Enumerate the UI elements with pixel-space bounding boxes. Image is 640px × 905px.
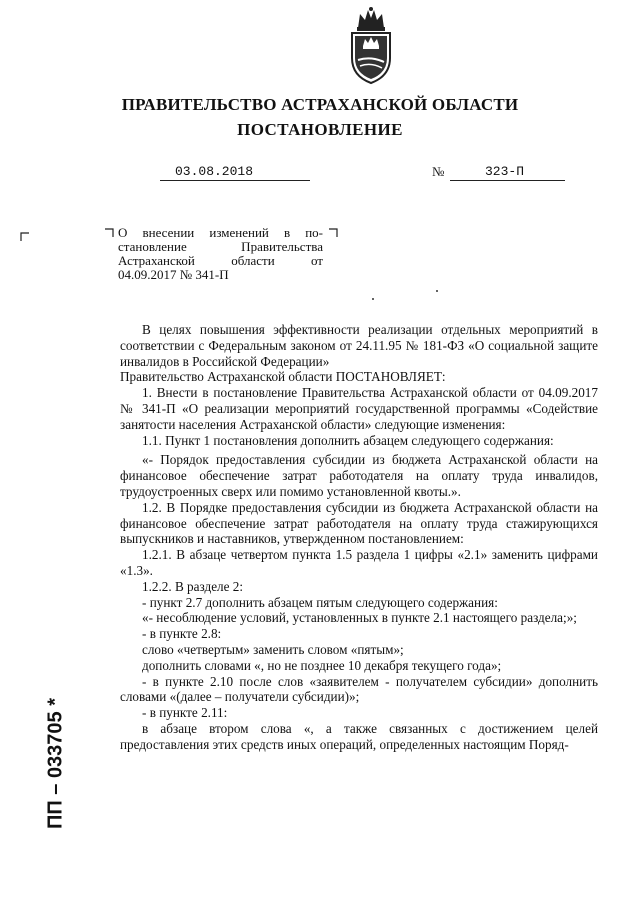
body-paragraph: в абзаце втором слова «, а также связанных с достижением целей предоставления этих средств иных операций, определенных настоящим Поряд- (120, 720, 598, 752)
subject-line: 04.09.2017 № 341-П (118, 267, 229, 282)
serial-stamp: ПП – 033705 * (44, 697, 67, 830)
body-paragraph: дополнить словами «, но не позднее 10 декабря текущего года»; (142, 657, 502, 673)
body-paragraph: слово «четвертым» заменить словом «пятым»; (142, 641, 404, 657)
body-paragraph: «- несоблюдение условий, установленных в пункте 2.1 настоящего раздела;»; (142, 610, 577, 626)
body-paragraph: 1.2.1. В абзаце четвертом пункта 1.5 раздела 1 цифры «2.1» заменить цифрами «1.3». (120, 547, 598, 578)
number-underline (450, 180, 565, 181)
body-paragraph: - в пункте 2.11: (142, 705, 228, 721)
body-paragraph: - пункт 2.7 дополнить абзацем пятым следующего содержания: (142, 594, 498, 610)
body-paragraph: - в пункте 2.8: (142, 626, 222, 642)
document-subject (118, 226, 323, 282)
document-number: 323-П (485, 164, 525, 179)
corner-mark-left (20, 232, 30, 242)
corner-mark-subject-right (328, 228, 338, 238)
document-type-title: ПОСТАНОВЛЕНИЕ (237, 120, 403, 139)
body-paragraph: «- Порядок предоставления субсидии из бюджета Астраханской области на финансовое обеспечение затрат работодателя на оплату труда инвалидов, трудоустроенных сверх или помимо установленной квоты.». (120, 452, 598, 499)
body-paragraph: 1.1. Пункт 1 постановления дополнить абзацем следующего содержания: (142, 432, 554, 448)
document-date: 03.08.2018 (175, 164, 254, 179)
body-paragraph: - в пункте 2.10 после слов «заявителем - получателем субсидии» дополнить словами «(далее – получатели субсидии)»; (120, 673, 598, 705)
body-paragraph: 1.2.2. В разделе 2: (142, 578, 244, 594)
corner-mark-subject-left (104, 228, 114, 238)
coat-of-arms-emblem (340, 6, 402, 86)
body-paragraph: 1. Внести в постановление Правительства Астраханской области от 04.09.2017 № 341-П «О реализации мероприятий государственной программы «Содействие занятости населения Астраханской области» следующие изменения: (120, 385, 598, 432)
body-paragraph: В целях повышения эффективности реализации отдельных мероприятий в соответствии с Федеральным законом от 24.11.95 № 181-ФЗ «О социальной защите инвалидов в Российской Федерации» (120, 322, 598, 369)
subject-line: Астраханской области от (118, 253, 323, 268)
body-paragraph: 1.2. В Порядке предоставления субсидии из бюджета Астраханской области на финансовое обеспечение затрат работодателя на оплату труда стажирующихся выпускников и наставников, утвержденном постановлением: (120, 499, 598, 547)
speck (372, 298, 374, 300)
subject-line: становление Правительства (118, 239, 323, 254)
government-title: ПРАВИТЕЛЬСТВО АСТРАХАНСКОЙ ОБЛАСТИ (121, 95, 519, 114)
body-paragraph: Правительство Астраханской области ПОСТАНОВЛЯЕТ: (120, 369, 446, 385)
date-underline (160, 180, 310, 181)
subject-line: О внесении изменений в по- (118, 225, 323, 240)
speck (436, 290, 438, 292)
document-body (120, 322, 598, 753)
number-sign: № (432, 164, 445, 179)
